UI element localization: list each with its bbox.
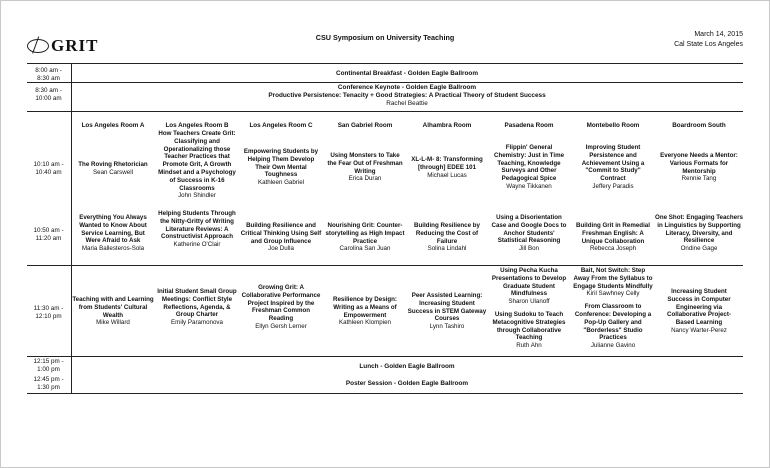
column-divider — [71, 64, 72, 393]
session-speaker: Maria Ballesteros-Sola — [81, 245, 145, 253]
divider — [27, 111, 743, 112]
room-header: Los Angeles Room B — [165, 122, 229, 129]
session-speaker: Nancy Warter-Perez — [671, 326, 727, 334]
session-cell — [157, 130, 237, 200]
session-speaker: Jeffery Paradis — [592, 182, 634, 190]
session-speaker: Julianne Gavino — [590, 342, 636, 350]
time-lunch: 12:15 pm - 1:00 pm — [33, 358, 64, 373]
session-title: Initial Student Small Group Meetings: Conflict Style Reflections, Agenda, & Group Charter — [157, 288, 237, 319]
session-title: XL-L-M- 8: Transforming [through] EDEE 101 — [411, 156, 483, 171]
divider — [27, 393, 743, 394]
session-title: Everyone Needs a Mentor: Various Formats for Mentorship — [660, 152, 738, 175]
session-speaker: Emily Paramonova — [171, 319, 223, 327]
session-speaker: Kiril Sawhney Celly — [586, 290, 640, 298]
time-session-1: 10:10 am - 10:40 am — [33, 161, 64, 176]
session-cell — [489, 144, 569, 191]
session-cell — [408, 156, 486, 179]
session-cell — [326, 152, 404, 183]
session-title: How Teachers Create Grit: Classifying and Operationalizing those Teacher Practices that Promote Grit, A Growth Mindset and a Psychology of Success in K-16 Classrooms — [158, 130, 236, 192]
room-header: San Gabriel Room — [337, 122, 393, 129]
session-cell — [71, 296, 155, 327]
page-title: CSU Symposium on University Teaching — [315, 33, 455, 42]
session-title: Building Resilience by Reducing the Cost of Failure — [413, 222, 480, 245]
divider — [27, 63, 743, 64]
session-cell — [659, 288, 739, 335]
room-header: Pasadena Room — [504, 122, 554, 129]
session-speaker: Sean Carswell — [93, 168, 133, 176]
room-header: Montebello Room — [586, 122, 640, 129]
room-header: Los Angeles Room A — [81, 122, 145, 129]
time-session-3: 11:30 am - 12:10 pm — [33, 305, 64, 320]
session-cell — [323, 222, 407, 253]
session-speaker: Rebecca Joseph — [589, 245, 637, 253]
divider — [27, 82, 743, 83]
session-title: Using a Disorientation Case and Google Docs to Anchor Students' Statistical Reasoning — [491, 214, 567, 245]
session-cell — [407, 292, 487, 331]
keynote-speaker: Rachel Beattie — [386, 100, 428, 107]
session-speaker: Rennie Tang — [681, 175, 717, 183]
session-speaker: John Shindler — [178, 192, 216, 200]
session-speaker: Ellyn Gersh Lerner — [255, 322, 307, 330]
session-cell — [71, 161, 155, 177]
session-cell — [659, 152, 739, 183]
session-title: Everything You Always Wanted to Know About Service Learning, But Were Afraid to Ask — [79, 214, 147, 245]
keynote-title: Conference Keynote - Golden Eagle Ballroom — [337, 84, 477, 91]
session-title: Peer Assisted Learning: Increasing Student Success in STEM Gateway Courses — [407, 292, 487, 323]
session-speaker: Ruth Ahn — [516, 342, 542, 350]
poster-row: Poster Session - Golden Eagle Ballroom — [345, 380, 469, 387]
session-title: Increasing Student Success in Computer Engineering via Collaborative Project-Based Learning — [667, 288, 731, 327]
session-speaker: Ondine Gage — [680, 245, 718, 253]
session-title: Helping Students Through the Nitty-Gritty of Writing Literature Reviews: A Constructivist Approach — [158, 210, 236, 241]
keynote-row — [71, 84, 743, 108]
session-title: One Shot: Engaging Teachers in Linguistics by Supporting Literacy, Diversity, and Resilience — [655, 214, 743, 245]
time-poster: 12:45 pm - 1:30 pm — [33, 376, 64, 391]
room-header: Boardroom South — [672, 122, 726, 129]
session-cell — [573, 144, 653, 191]
divider — [27, 265, 743, 266]
session-title: Building Grit in Remedial Freshman English: A Unique Collaboration — [576, 222, 650, 245]
event-date: March 14, 2015 — [694, 31, 743, 38]
session-cell — [241, 284, 321, 331]
session-title: Bait, Not Switch: Step Away From the Syllabus to Engage Students Mindfully — [573, 267, 653, 290]
header-info — [674, 30, 743, 50]
session-speaker: Joe Dulla — [268, 245, 294, 253]
session-cell — [487, 267, 571, 350]
room-header: Alhambra Room — [422, 122, 472, 129]
session-speaker: Wayne Tikkanen — [506, 182, 552, 190]
divider — [27, 356, 743, 357]
logo-text: GRIT — [51, 36, 99, 55]
session-title: Nourishing Grit: Counter-storytelling as High Impact Practice — [325, 222, 405, 245]
session-title: Growing Grit: A Collaborative Performance Project Inspired by the Freshman Common Reading — [241, 284, 321, 323]
session-cell — [573, 267, 653, 350]
session-speaker: Lynn Tashiro — [429, 323, 465, 331]
session-cell — [155, 288, 239, 327]
session-speaker: Solina Lindahl — [427, 245, 467, 253]
session-title: Flippin' General Chemistry: Just in Time Teaching, Knowledge Surveys and Other Pedagogical Spice — [493, 144, 565, 183]
session-cell — [571, 222, 655, 253]
event-location: Cal State Los Angeles — [674, 41, 743, 48]
session-title: Using Monsters to Take the Fear Out of Freshman Writing — [327, 152, 403, 175]
keynote-talk: Productive Persistence: Tenacity + Good Strategies: A Practical Theory of Student Success — [268, 92, 546, 99]
session-title: Improving Student Persistence and Achievement Using a "Commit to Study" Contract — [581, 144, 645, 183]
time-breakfast: 8:00 am - 8:30 am — [35, 67, 62, 82]
session-cell — [239, 222, 323, 253]
session-speaker: Kathleen Klompien — [339, 319, 391, 327]
session-title: Using Pecha Kucha Presentations to Develop Graduate Student Mindfulness — [491, 267, 567, 298]
session-speaker: Carolina San Juan — [339, 245, 391, 253]
session-cell — [325, 296, 405, 327]
session-cell — [655, 214, 743, 253]
session-speaker: Michael Lucas — [427, 171, 467, 179]
session-title: Empowering Students by Helping Them Develop Their Own Mental Toughness — [243, 148, 319, 179]
session-title: Building Resilience and Critical Thinking Using Self and Group Influence — [240, 222, 322, 245]
session-title: The Roving Rhetorician — [78, 161, 148, 168]
session-cell — [489, 214, 569, 253]
session-speaker: Katherine O'Clair — [173, 241, 221, 249]
session-speaker: Jill Bon — [519, 245, 539, 253]
session-speaker: Sharon Ulanoff — [508, 298, 550, 306]
lunch-row: Lunch - Golden Eagle Ballroom — [359, 363, 455, 370]
session-speaker: Kathleen Gabriel — [257, 179, 305, 187]
session-cell — [241, 148, 321, 187]
session-cell — [155, 210, 239, 249]
breakfast-row: Continental Breakfast - Golden Eagle Ballroom — [335, 70, 479, 77]
session-speaker: Mike Willard — [96, 319, 130, 327]
session-cell — [73, 214, 153, 253]
session-title: Resilience by Design: Writing as a Means of Empowerment — [333, 296, 397, 319]
time-session-2: 10:50 am - 11:20 am — [33, 227, 64, 242]
room-header: Los Angeles Room C — [249, 122, 313, 129]
session-title: Using Sudoku to Teach Metacognitive Strategies through Collaborative Teaching — [492, 310, 566, 342]
session-speaker: Erica Duran — [348, 175, 382, 183]
session-cell — [408, 222, 486, 253]
time-keynote: 8:30 am - 10:00 am — [35, 87, 62, 102]
session-title: Teaching with and Learning from Students' Cultural Wealth — [72, 296, 154, 319]
session-title: From Classroom to Conference: Developing a Pop-Up Gallery and "Borderless" Studio Practices — [574, 303, 652, 342]
